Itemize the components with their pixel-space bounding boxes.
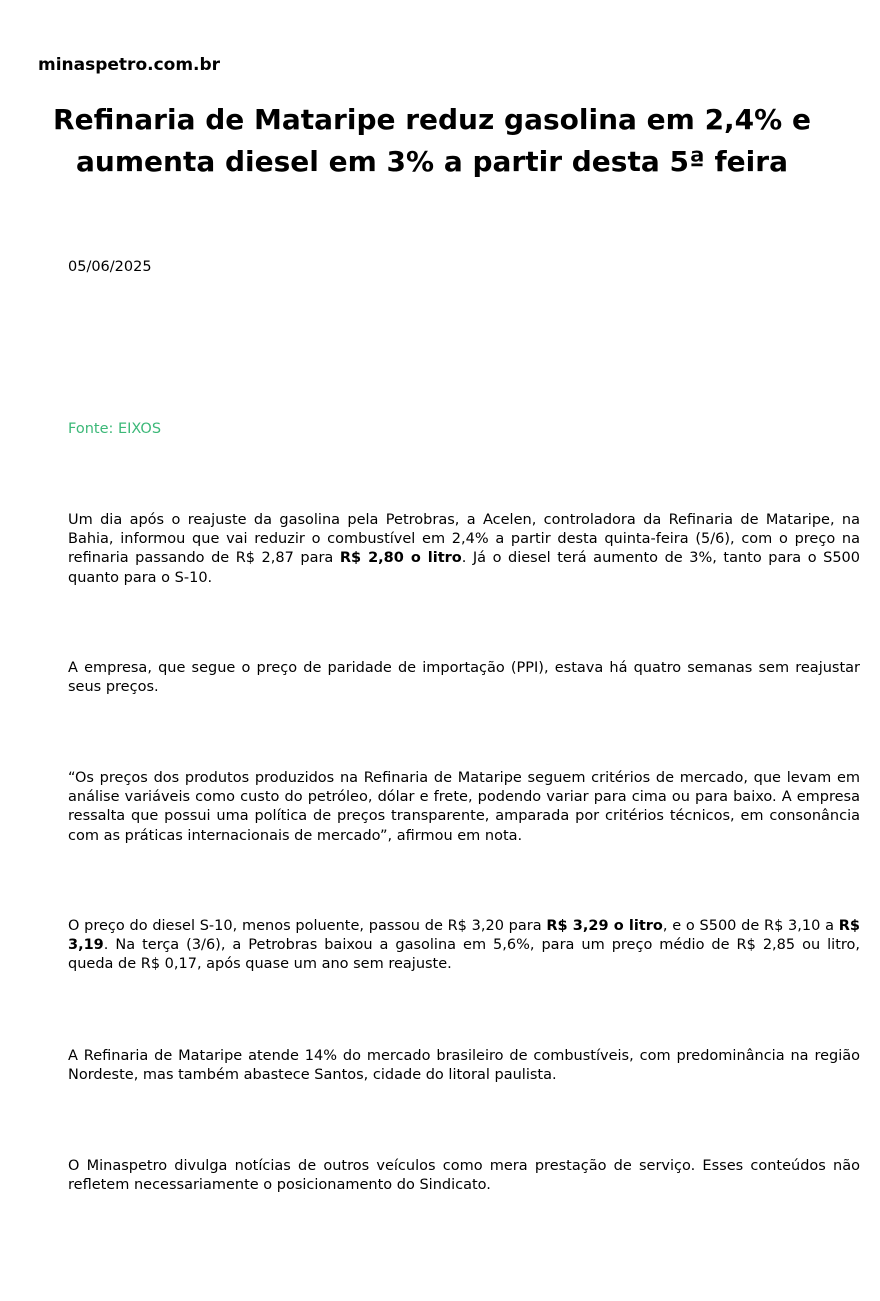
article-date: 05/06/2025 [68, 259, 152, 275]
article-title-line-1: Refinaria de Mataripe reduz gasolina em 2,4% e [53, 103, 811, 136]
paragraph-3: “Os preços dos produtos produzidos na Refinaria de Mataripe seguem critérios de mercado, que levam em análise variáveis como custo do petróleo, dólar e frete, podendo variar para cima ou para baixo. A empresa ressalta que possui uma política de preços transparente, amparada por critérios técnicos, em consonância com as práticas internacionais de mercado”, afirmou em nota. [68, 770, 860, 844]
paragraph-4-bold-price-s500: R$ 3,19 [68, 918, 860, 954]
paragraph-1 [68, 511, 860, 588]
paragraph-4-text-c: , e o S500 de R$ 3,10 a [662, 918, 839, 934]
paragraph-5: A Refinaria de Mataripe atende 14% do mercado brasileiro de combustíveis, com predominância na região Nordeste, mas também abastece Santos, cidade do litoral paulista. [68, 1048, 860, 1084]
article-title [40, 99, 824, 183]
paragraph-2: A empresa, que segue o preço de paridade de importação (PPI), estava há quatro semanas sem reajustar seus preços. [68, 660, 860, 696]
paragraph-1-text-c: . Já o diesel terá aumento de 3%, tanto para o S500 quanto para o S-10. [68, 550, 860, 586]
paragraph-4 [68, 917, 860, 975]
paragraph-4-text-a: O preço do diesel S-10, menos poluente, passou de R$ 3,20 para [68, 918, 547, 934]
paragraph-1-text-a: Um dia após o reajuste da gasolina pela Petrobras, a Acelen, controladora da Refinaria de Mataripe, na Bahia, informou que vai reduzir o combustível em 2,4% a partir desta quinta-feira (5/6), com o preço na refinaria passando de R$ 2,87 para [68, 512, 860, 567]
article-title-line-2: aumenta diesel em 3% a partir desta 5ª feira [76, 145, 788, 178]
paragraph-1-bold-price: R$ 2,80 o litro [339, 550, 462, 567]
site-name: minaspetro.com.br [38, 55, 221, 75]
article-source: Fonte: EIXOS [68, 421, 162, 437]
paragraph-4-bold-price-s10: R$ 3,29 o litro [546, 918, 663, 934]
paragraph-4-text-e: . Na terça (3/6), a Petrobras baixou a gasolina em 5,6%, para um preço médio de R$ 2,85 ou litro, queda de R$ 0,17, após quase um ano sem reajuste. [68, 937, 860, 973]
disclaimer-paragraph: O Minaspetro divulga notícias de outros veículos como mera prestação de serviço. Esses conteúdos não refletem necessariamente o posicionamento do Sindicato. [68, 1158, 860, 1194]
